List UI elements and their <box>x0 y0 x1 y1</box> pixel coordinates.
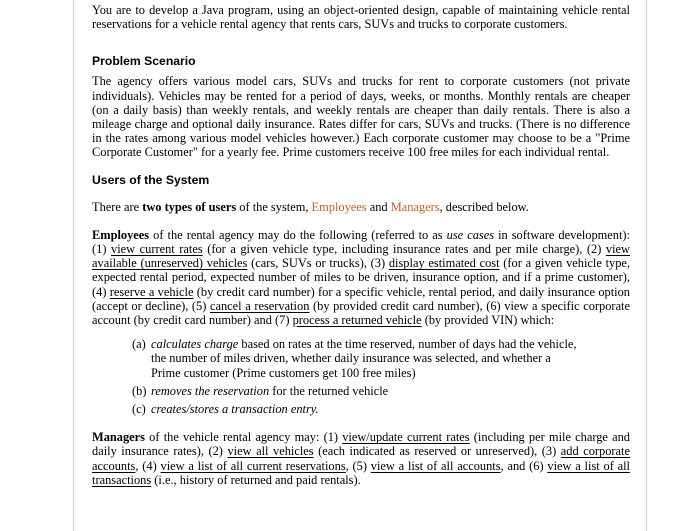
problem-scenario-paragraph: The agency offers various model cars, SUVs and trucks for rent to corporate customers (not private individuals). Vehicles may be rented for a period of days, weeks, or months. Monthly rentals are cheaper (on a daily basis) than weekly rentals, and weekly rentals are cheaper than daily rentals. There is also a mileage charge and optional daily insurance. Rates differ for cars, SUVs and trucks. (There is no difference in the rates among various model vehicles however.) Each corporate customer may choose to be a "Prime Corporate Customer" for a yearly fee. Prime customers receive 100 free miles for each individual rental. <box>92 74 630 160</box>
use-case-process-returned-vehicle: process a returned vehicle <box>292 313 422 328</box>
users-heading: Users of the System <box>92 172 210 187</box>
page-left-border <box>73 0 74 531</box>
use-case-display-estimated-cost: display estimated cost <box>388 256 500 271</box>
use-case-view-all-transactions: view a list of all transactions <box>92 458 631 487</box>
employees-lead: Employees <box>92 227 150 242</box>
use-case-view-update-rates: view/update current rates <box>342 430 470 445</box>
use-case-add-corporate-accounts: add corporate accounts <box>92 444 631 473</box>
two-types-emphasis: two types of users <box>142 199 237 214</box>
use-case-view-all-vehicles: view all vehicles <box>227 444 314 459</box>
intro-paragraph: You are to develop a Java program, using an object-oriented design, capable of maintaining vehicle rental reservations for a vehicle rental agency that rents cars, SUVs and trucks to corporate customers. <box>92 3 630 32</box>
list-item-text: creates/stores a transaction entry. <box>151 402 319 417</box>
list-item-label: (b) <box>132 383 147 398</box>
managers-paragraph: Managers of the vehicle rental agency may: (1) view/update current rates (including per mile charge and daily insurance rates), (2) view all vehicles (each indicated as reserved or unreserved), (3) add corporate accounts, (4) view a list of all current reservations, (5) view a list of all accounts, and (6) view a list of all transactions (i.e., history of returned and paid rentals). <box>92 430 631 487</box>
list-item <box>132 384 578 398</box>
use-case-view-available-vehicles: view available (unreserved) vehicles <box>92 242 631 271</box>
employees-highlight: Employees <box>311 199 367 214</box>
list-item <box>132 337 578 380</box>
use-case-view-current-rates: view current rates <box>111 242 203 257</box>
use-cases-term: use cases <box>446 227 495 242</box>
use-case-view-current-reservations: view a list of all current reservations <box>160 458 346 473</box>
document-body <box>92 3 630 487</box>
problem-scenario-heading: Problem Scenario <box>92 54 196 69</box>
list-item <box>132 402 578 416</box>
use-case-view-all-accounts: view a list of all accounts <box>370 458 501 473</box>
list-item-label: (a) <box>132 337 146 352</box>
users-intro-paragraph: There are two types of users of the system, Employees and Managers, described below. <box>92 199 529 214</box>
use-case-reserve-vehicle: reserve a vehicle <box>109 284 194 299</box>
employees-paragraph: Employees of the rental agency may do the following (referred to as use cases in software development): (1) view current rates (for a given vehicle type, including insurance rates and per mile charge), (2) view available (unreserved) vehicles (cars, SUVs or trucks), (3) display estimated cost (for a given vehicle type, expected rental period, expected number of miles to be driven, insurance option, and if a prime customer), (4) reserve a vehicle (by credit card number) for a specific vehicle, rental period, and daily insurance option (accept or decline), (5) cancel a reservation (by provided credit card number), (6) view a specific corporate account (by credit card number) and (7) process a returned vehicle (by provided VIN) which: <box>92 227 631 328</box>
page-right-border <box>646 0 647 531</box>
list-item-label: (c) <box>132 402 146 417</box>
list-item-text: calculates charge based on rates at the time reserved, number of days had the vehicle, the number of miles driven, whether daily insurance was selected, and whether a Prime customer (Prime customers get 100 free miles) <box>151 337 577 380</box>
list-item-text: removes the reservation for the returned vehicle <box>151 383 389 398</box>
managers-lead: Managers <box>92 430 145 445</box>
managers-highlight: Managers <box>390 199 440 214</box>
use-case-cancel-reservation: cancel a reservation <box>209 298 310 313</box>
process-steps-list <box>132 337 578 416</box>
